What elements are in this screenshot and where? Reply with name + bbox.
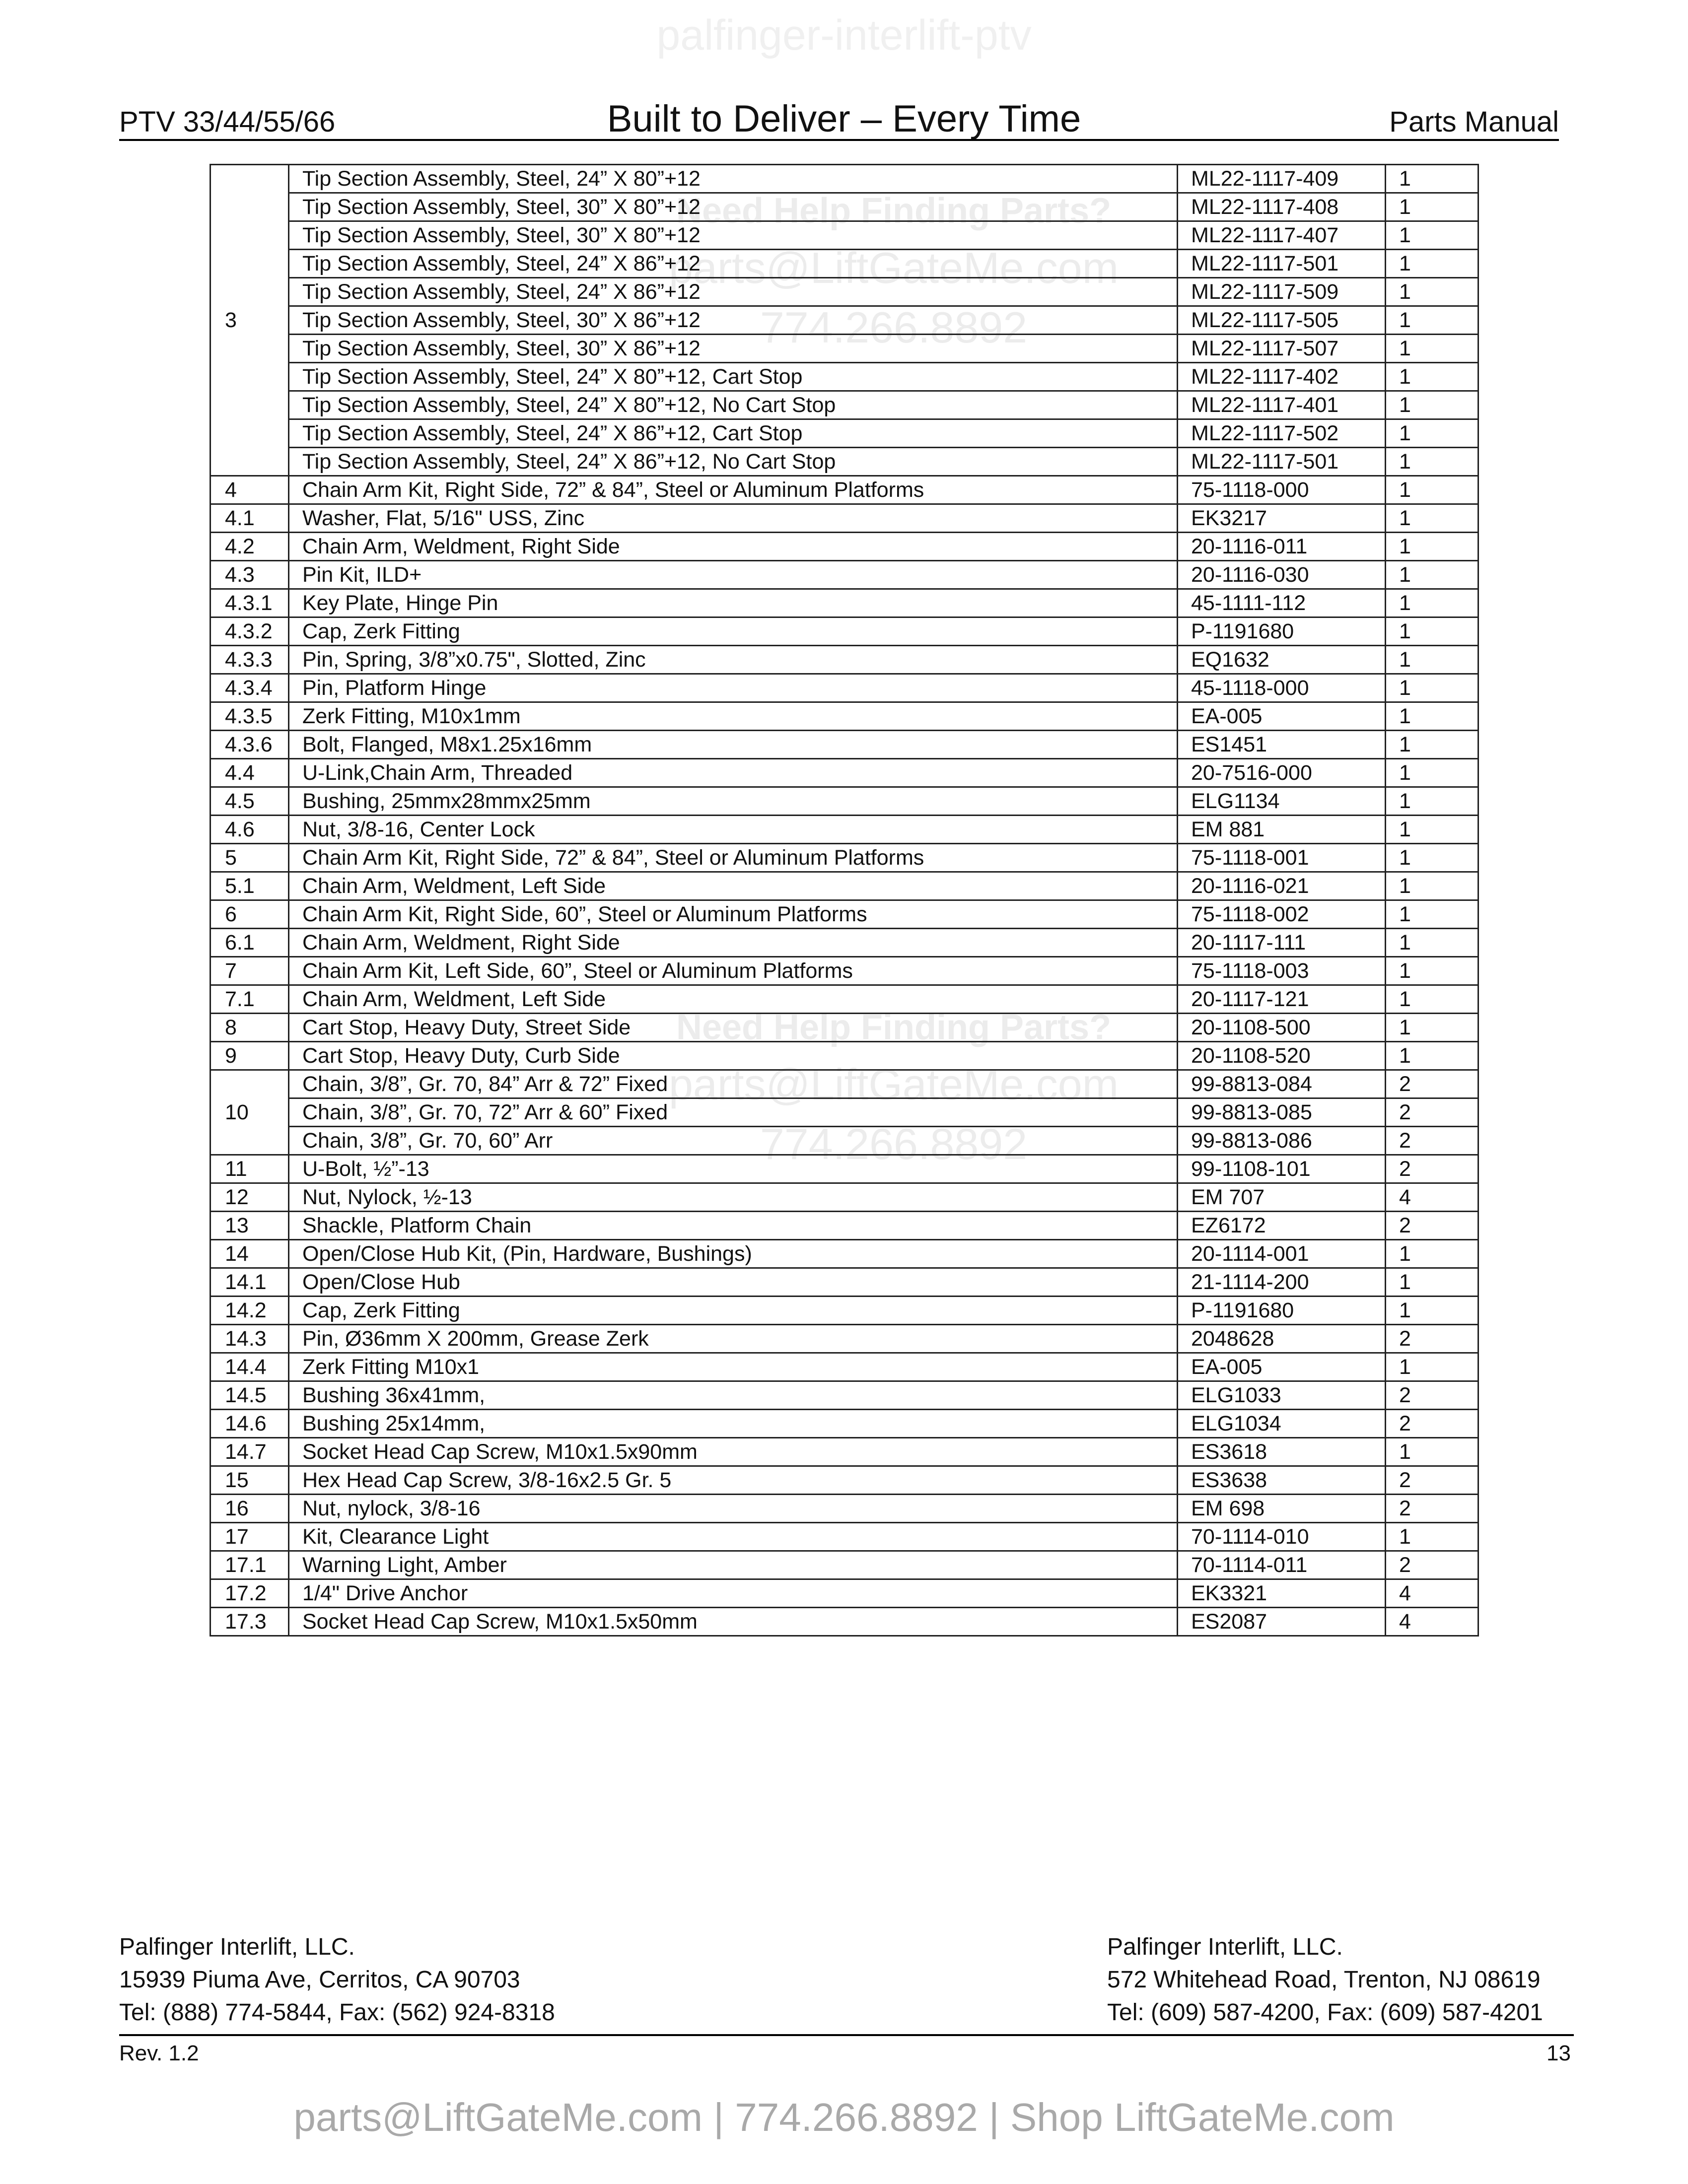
table-row	[211, 1014, 1478, 1042]
description-cell: Hex Head Cap Screw, 3/8-16x2.5 Gr. 5	[289, 1466, 1178, 1495]
description-cell: Pin, Platform Hinge	[289, 674, 1178, 702]
part-number-cell: 75-1118-003	[1178, 957, 1386, 985]
item-number-cell: 4.3.4	[211, 674, 289, 702]
description-cell: Tip Section Assembly, Steel, 30” X 80”+12	[289, 193, 1178, 221]
table-row	[211, 1042, 1478, 1070]
header-slogan: Built to Deliver – Every Time	[607, 98, 1081, 140]
description-cell: Tip Section Assembly, Steel, 30” X 86”+12	[289, 335, 1178, 363]
item-number-cell: 11	[211, 1155, 289, 1183]
table-row	[211, 702, 1478, 731]
item-number-cell: 6	[211, 900, 289, 929]
part-number-cell: 99-8813-086	[1178, 1127, 1386, 1155]
quantity-cell: 1	[1386, 674, 1478, 702]
item-number-cell: 4.6	[211, 816, 289, 844]
table-row	[211, 1551, 1478, 1579]
part-number-cell: 99-1108-101	[1178, 1155, 1386, 1183]
description-cell: Open/Close Hub	[289, 1268, 1178, 1297]
quantity-cell: 2	[1386, 1212, 1478, 1240]
part-number-cell: ELG1034	[1178, 1410, 1386, 1438]
parts-table-body	[211, 165, 1478, 1636]
description-cell: U-Bolt, ½”-13	[289, 1155, 1178, 1183]
description-cell: Bushing 36x41mm,	[289, 1381, 1178, 1410]
part-number-cell: ML22-1117-401	[1178, 391, 1386, 419]
item-number-cell: 4.2	[211, 533, 289, 561]
description-cell: Chain Arm Kit, Right Side, 72” & 84”, Steel or Aluminum Platforms	[289, 476, 1178, 504]
part-number-cell: 45-1118-000	[1178, 674, 1386, 702]
quantity-cell: 2	[1386, 1098, 1478, 1127]
part-number-cell: ML22-1117-509	[1178, 278, 1386, 306]
part-number-cell: ELG1134	[1178, 787, 1386, 816]
table-row	[211, 533, 1478, 561]
item-number-cell: 17	[211, 1523, 289, 1551]
item-number-cell: 12	[211, 1183, 289, 1212]
part-number-cell: EM 698	[1178, 1495, 1386, 1523]
item-number-cell: 14.7	[211, 1438, 289, 1466]
part-number-cell: EA-005	[1178, 702, 1386, 731]
quantity-cell: 1	[1386, 306, 1478, 335]
item-number-cell: 4.3.3	[211, 646, 289, 674]
part-number-cell: 45-1111-112	[1178, 589, 1386, 617]
description-cell: Tip Section Assembly, Steel, 24” X 80”+12	[289, 165, 1178, 193]
item-number-cell: 7	[211, 957, 289, 985]
description-cell: Cap, Zerk Fitting	[289, 617, 1178, 646]
table-row	[211, 193, 1478, 221]
quantity-cell: 1	[1386, 872, 1478, 900]
part-number-cell: 70-1114-011	[1178, 1551, 1386, 1579]
item-number-cell: 4.3	[211, 561, 289, 589]
part-number-cell: EK3321	[1178, 1579, 1386, 1608]
quantity-cell: 1	[1386, 165, 1478, 193]
item-number-cell: 10	[211, 1070, 289, 1155]
quantity-cell: 1	[1386, 787, 1478, 816]
item-number-cell: 16	[211, 1495, 289, 1523]
revision-label: Rev. 1.2	[119, 2041, 199, 2065]
quantity-cell: 1	[1386, 1438, 1478, 1466]
table-row	[211, 787, 1478, 816]
table-row	[211, 674, 1478, 702]
table-row	[211, 1070, 1478, 1098]
description-cell: Tip Section Assembly, Steel, 24” X 86”+12, No Cart Stop	[289, 448, 1178, 476]
quantity-cell: 1	[1386, 617, 1478, 646]
quantity-cell: 4	[1386, 1579, 1478, 1608]
watermark-help-title: Need Help Finding Parts?	[676, 1008, 1112, 1047]
table-row	[211, 646, 1478, 674]
part-number-cell: ML22-1117-408	[1178, 193, 1386, 221]
part-number-cell: EM 707	[1178, 1183, 1386, 1212]
description-cell: Tip Section Assembly, Steel, 30” X 86”+12	[289, 306, 1178, 335]
table-row	[211, 759, 1478, 787]
description-cell: Tip Section Assembly, Steel, 24” X 86”+12, Cart Stop	[289, 419, 1178, 448]
description-cell: Warning Light, Amber	[289, 1551, 1178, 1579]
quantity-cell: 1	[1386, 1297, 1478, 1325]
table-row	[211, 1579, 1478, 1608]
item-number-cell: 9	[211, 1042, 289, 1070]
quantity-cell: 1	[1386, 900, 1478, 929]
table-row	[211, 1410, 1478, 1438]
description-cell: Chain Arm Kit, Left Side, 60”, Steel or Aluminum Platforms	[289, 957, 1178, 985]
footer-company: Palfinger Interlift, LLC.	[119, 1934, 355, 1960]
quantity-cell: 1	[1386, 1353, 1478, 1381]
header-manual-title: Parts Manual	[1389, 106, 1559, 138]
part-number-cell: EK3217	[1178, 504, 1386, 533]
description-cell: Tip Section Assembly, Steel, 24” X 80”+12, No Cart Stop	[289, 391, 1178, 419]
description-cell: Zerk Fitting, M10x1mm	[289, 702, 1178, 731]
table-row	[211, 1127, 1478, 1155]
table-row	[211, 957, 1478, 985]
quantity-cell: 1	[1386, 1240, 1478, 1268]
description-cell: Tip Section Assembly, Steel, 30” X 80”+12	[289, 221, 1178, 250]
part-number-cell: ES3638	[1178, 1466, 1386, 1495]
quantity-cell: 1	[1386, 844, 1478, 872]
part-number-cell: 20-1108-520	[1178, 1042, 1386, 1070]
table-row	[211, 1381, 1478, 1410]
part-number-cell: 20-1116-030	[1178, 561, 1386, 589]
watermark-help-title: Need Help Finding Parts?	[676, 191, 1112, 231]
item-number-cell: 17.1	[211, 1551, 289, 1579]
table-row	[211, 844, 1478, 872]
description-cell: Chain Arm, Weldment, Left Side	[289, 985, 1178, 1014]
part-number-cell: ES1451	[1178, 731, 1386, 759]
table-row	[211, 1212, 1478, 1240]
table-row	[211, 589, 1478, 617]
quantity-cell: 1	[1386, 335, 1478, 363]
item-number-cell: 14	[211, 1240, 289, 1268]
description-cell: Socket Head Cap Screw, M10x1.5x90mm	[289, 1438, 1178, 1466]
part-number-cell: 75-1118-001	[1178, 844, 1386, 872]
watermark-phone: 774.266.8892	[760, 1119, 1028, 1168]
table-row	[211, 1297, 1478, 1325]
part-number-cell: 20-1108-500	[1178, 1014, 1386, 1042]
table-row	[211, 278, 1478, 306]
quantity-cell: 1	[1386, 561, 1478, 589]
table-row	[211, 1155, 1478, 1183]
quantity-cell: 1	[1386, 957, 1478, 985]
part-number-cell: ML22-1117-407	[1178, 221, 1386, 250]
table-row	[211, 900, 1478, 929]
table-row	[211, 419, 1478, 448]
page-number: 13	[1547, 2041, 1571, 2065]
description-cell: Chain Arm Kit, Right Side, 60”, Steel or Aluminum Platforms	[289, 900, 1178, 929]
part-number-cell: ML22-1117-409	[1178, 165, 1386, 193]
table-row	[211, 363, 1478, 391]
item-number-cell: 8	[211, 1014, 289, 1042]
quantity-cell: 2	[1386, 1466, 1478, 1495]
quantity-cell: 1	[1386, 448, 1478, 476]
description-cell: U-Link,Chain Arm, Threaded	[289, 759, 1178, 787]
part-number-cell: EM 881	[1178, 816, 1386, 844]
item-number-cell: 4.3.2	[211, 617, 289, 646]
quantity-cell: 4	[1386, 1608, 1478, 1636]
description-cell: Bolt, Flanged, M8x1.25x16mm	[289, 731, 1178, 759]
part-number-cell: P-1191680	[1178, 1297, 1386, 1325]
quantity-cell: 1	[1386, 363, 1478, 391]
quantity-cell: 1	[1386, 759, 1478, 787]
footer-address-east	[1107, 1931, 1543, 2029]
table-row	[211, 1325, 1478, 1353]
part-number-cell: 75-1118-002	[1178, 900, 1386, 929]
description-cell: Tip Section Assembly, Steel, 24” X 86”+12	[289, 278, 1178, 306]
item-number-cell: 14.4	[211, 1353, 289, 1381]
description-cell: Chain Arm, Weldment, Right Side	[289, 929, 1178, 957]
item-number-cell: 15	[211, 1466, 289, 1495]
table-row	[211, 165, 1478, 193]
description-cell: Chain Arm, Weldment, Right Side	[289, 533, 1178, 561]
description-cell: Zerk Fitting M10x1	[289, 1353, 1178, 1381]
quantity-cell: 1	[1386, 1042, 1478, 1070]
description-cell: Socket Head Cap Screw, M10x1.5x50mm	[289, 1608, 1178, 1636]
quantity-cell: 4	[1386, 1183, 1478, 1212]
part-number-cell: ELG1033	[1178, 1381, 1386, 1410]
description-cell: Tip Section Assembly, Steel, 24” X 86”+12	[289, 250, 1178, 278]
top-watermark: palfinger-interlift-ptv	[656, 11, 1032, 59]
description-cell: Key Plate, Hinge Pin	[289, 589, 1178, 617]
table-row	[211, 816, 1478, 844]
part-number-cell: ML22-1117-505	[1178, 306, 1386, 335]
table-row	[211, 250, 1478, 278]
description-cell: Chain, 3/8”, Gr. 70, 60” Arr	[289, 1127, 1178, 1155]
header-model: PTV 33/44/55/66	[119, 106, 336, 138]
footer-divider	[119, 2034, 1574, 2036]
item-number-cell: 4.3.5	[211, 702, 289, 731]
quantity-cell: 2	[1386, 1127, 1478, 1155]
description-cell: Chain, 3/8”, Gr. 70, 72” Arr & 60” Fixed	[289, 1098, 1178, 1127]
quantity-cell: 2	[1386, 1381, 1478, 1410]
item-number-cell: 4.3.1	[211, 589, 289, 617]
table-row	[211, 476, 1478, 504]
item-number-cell: 4	[211, 476, 289, 504]
item-number-cell: 4.5	[211, 787, 289, 816]
part-number-cell: 20-1116-021	[1178, 872, 1386, 900]
quantity-cell: 1	[1386, 646, 1478, 674]
table-row	[211, 1495, 1478, 1523]
part-number-cell: 20-7516-000	[1178, 759, 1386, 787]
part-number-cell: 2048628	[1178, 1325, 1386, 1353]
parts-table	[210, 164, 1479, 1637]
item-number-cell: 4.4	[211, 759, 289, 787]
item-number-cell: 5	[211, 844, 289, 872]
part-number-cell: P-1191680	[1178, 617, 1386, 646]
quantity-cell: 1	[1386, 193, 1478, 221]
watermark-email: parts@LiftGateMe.com	[668, 1060, 1119, 1109]
description-cell: Pin Kit, ILD+	[289, 561, 1178, 589]
part-number-cell: ML22-1117-507	[1178, 335, 1386, 363]
table-row	[211, 335, 1478, 363]
part-number-cell: 99-8813-084	[1178, 1070, 1386, 1098]
description-cell: Cap, Zerk Fitting	[289, 1297, 1178, 1325]
watermark-email: parts@LiftGateMe.com	[668, 243, 1119, 292]
quantity-cell: 2	[1386, 1551, 1478, 1579]
part-number-cell: 70-1114-010	[1178, 1523, 1386, 1551]
quantity-cell: 1	[1386, 1523, 1478, 1551]
part-number-cell: 20-1117-121	[1178, 985, 1386, 1014]
table-row	[211, 872, 1478, 900]
table-row	[211, 1438, 1478, 1466]
description-cell: Nut, 3/8-16, Center Lock	[289, 816, 1178, 844]
item-number-cell: 6.1	[211, 929, 289, 957]
quantity-cell: 2	[1386, 1070, 1478, 1098]
quantity-cell: 1	[1386, 929, 1478, 957]
footer-address-west	[119, 1931, 555, 2029]
item-number-cell: 4.3.6	[211, 731, 289, 759]
quantity-cell: 1	[1386, 278, 1478, 306]
table-row	[211, 504, 1478, 533]
description-cell: Open/Close Hub Kit, (Pin, Hardware, Bushings)	[289, 1240, 1178, 1268]
part-number-cell: ES2087	[1178, 1608, 1386, 1636]
description-cell: Chain, 3/8”, Gr. 70, 84” Arr & 72” Fixed	[289, 1070, 1178, 1098]
description-cell: Chain Arm, Weldment, Left Side	[289, 872, 1178, 900]
part-number-cell: ML22-1117-402	[1178, 363, 1386, 391]
quantity-cell: 1	[1386, 391, 1478, 419]
item-number-cell: 17.3	[211, 1608, 289, 1636]
table-row	[211, 1523, 1478, 1551]
item-number-cell: 17.2	[211, 1579, 289, 1608]
contact-banner[interactable]: parts@LiftGateMe.com | 774.266.8892 | Shop LiftGateMe.com	[293, 2095, 1395, 2139]
part-number-cell: ML22-1117-502	[1178, 419, 1386, 448]
table-row	[211, 985, 1478, 1014]
table-row	[211, 929, 1478, 957]
quantity-cell: 1	[1386, 504, 1478, 533]
part-number-cell: 99-8813-085	[1178, 1098, 1386, 1127]
quantity-cell: 2	[1386, 1325, 1478, 1353]
footer-phone: Tel: (888) 774-5844, Fax: (562) 924-8318	[119, 1999, 555, 2026]
table-row	[211, 1183, 1478, 1212]
table-row	[211, 561, 1478, 589]
quantity-cell: 1	[1386, 221, 1478, 250]
quantity-cell: 1	[1386, 589, 1478, 617]
part-number-cell: 20-1117-111	[1178, 929, 1386, 957]
item-number-cell: 14.3	[211, 1325, 289, 1353]
quantity-cell: 1	[1386, 985, 1478, 1014]
part-number-cell: ES3618	[1178, 1438, 1386, 1466]
footer-phone: Tel: (609) 587-4200, Fax: (609) 587-4201	[1107, 1999, 1543, 2026]
footer-street: 15939 Piuma Ave, Cerritos, CA 90703	[119, 1967, 520, 1993]
quantity-cell: 1	[1386, 1268, 1478, 1297]
part-number-cell: 20-1114-001	[1178, 1240, 1386, 1268]
quantity-cell: 1	[1386, 1014, 1478, 1042]
item-number-cell: 5.1	[211, 872, 289, 900]
table-row	[211, 1240, 1478, 1268]
table-row	[211, 221, 1478, 250]
quantity-cell: 1	[1386, 476, 1478, 504]
description-cell: Pin, Spring, 3/8”x0.75", Slotted, Zinc	[289, 646, 1178, 674]
quantity-cell: 1	[1386, 816, 1478, 844]
quantity-cell: 1	[1386, 731, 1478, 759]
header-divider	[119, 139, 1559, 141]
table-row	[211, 391, 1478, 419]
table-row	[211, 1608, 1478, 1636]
quantity-cell: 2	[1386, 1495, 1478, 1523]
quantity-cell: 1	[1386, 250, 1478, 278]
description-cell: Cart Stop, Heavy Duty, Street Side	[289, 1014, 1178, 1042]
description-cell: Nut, nylock, 3/8-16	[289, 1495, 1178, 1523]
quantity-cell: 1	[1386, 419, 1478, 448]
description-cell: 1/4" Drive Anchor	[289, 1579, 1178, 1608]
part-number-cell: 20-1116-011	[1178, 533, 1386, 561]
description-cell: Cart Stop, Heavy Duty, Curb Side	[289, 1042, 1178, 1070]
item-number-cell: 7.1	[211, 985, 289, 1014]
item-number-cell: 14.5	[211, 1381, 289, 1410]
part-number-cell: ML22-1117-501	[1178, 250, 1386, 278]
item-number-cell: 4.1	[211, 504, 289, 533]
part-number-cell: EA-005	[1178, 1353, 1386, 1381]
description-cell: Shackle, Platform Chain	[289, 1212, 1178, 1240]
table-row	[211, 448, 1478, 476]
table-row	[211, 1268, 1478, 1297]
item-number-cell: 14.1	[211, 1268, 289, 1297]
quantity-cell: 2	[1386, 1155, 1478, 1183]
table-row	[211, 617, 1478, 646]
item-number-cell: 3	[211, 165, 289, 476]
item-number-cell: 14.2	[211, 1297, 289, 1325]
description-cell: Tip Section Assembly, Steel, 24” X 80”+12, Cart Stop	[289, 363, 1178, 391]
table-row	[211, 731, 1478, 759]
item-number-cell: 13	[211, 1212, 289, 1240]
description-cell: Washer, Flat, 5/16" USS, Zinc	[289, 504, 1178, 533]
quantity-cell: 2	[1386, 1410, 1478, 1438]
table-row	[211, 306, 1478, 335]
footer-street: 572 Whitehead Road, Trenton, NJ 08619	[1107, 1967, 1541, 1993]
table-row	[211, 1098, 1478, 1127]
watermark-phone: 774.266.8892	[760, 303, 1028, 352]
description-cell: Bushing, 25mmx28mmx25mm	[289, 787, 1178, 816]
description-cell: Nut, Nylock, ½-13	[289, 1183, 1178, 1212]
description-cell: Pin, Ø36mm X 200mm, Grease Zerk	[289, 1325, 1178, 1353]
item-number-cell: 14.6	[211, 1410, 289, 1438]
part-number-cell: EQ1632	[1178, 646, 1386, 674]
table-row	[211, 1466, 1478, 1495]
part-number-cell: ML22-1117-501	[1178, 448, 1386, 476]
table-row	[211, 1353, 1478, 1381]
quantity-cell: 1	[1386, 702, 1478, 731]
part-number-cell: 75-1118-000	[1178, 476, 1386, 504]
part-number-cell: 21-1114-200	[1178, 1268, 1386, 1297]
description-cell: Bushing 25x14mm,	[289, 1410, 1178, 1438]
footer-company: Palfinger Interlift, LLC.	[1107, 1934, 1343, 1960]
part-number-cell: EZ6172	[1178, 1212, 1386, 1240]
quantity-cell: 1	[1386, 533, 1478, 561]
description-cell: Kit, Clearance Light	[289, 1523, 1178, 1551]
description-cell: Chain Arm Kit, Right Side, 72” & 84”, Steel or Aluminum Platforms	[289, 844, 1178, 872]
